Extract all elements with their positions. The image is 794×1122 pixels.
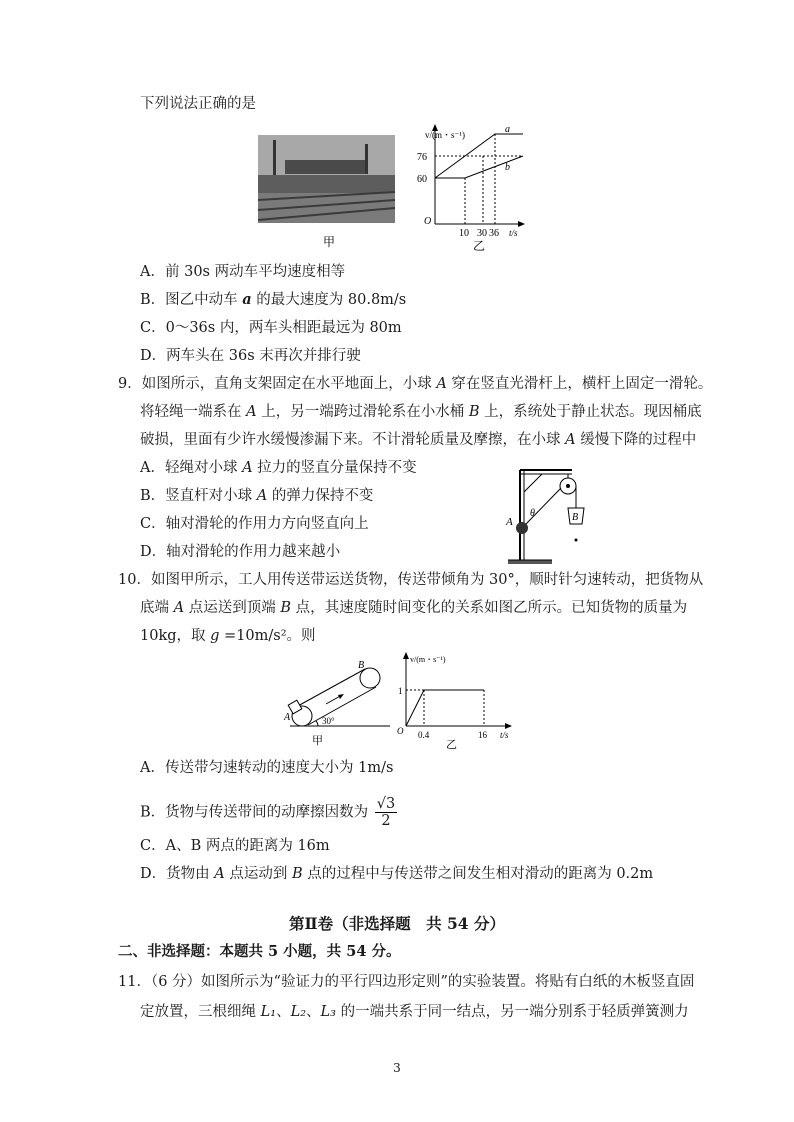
q10-line-1: 10．如图甲所示，工人用传送带运送货物，传送带倾角为 30°，顺时针匀速转动，把货物从 <box>118 572 704 588</box>
section-title: 第Ⅱ卷（非选择题 共 54 分） <box>289 914 505 933</box>
q9-option-a: A．轻绳对小球 A 拉力的竖直分量保持不变 <box>140 460 417 476</box>
q8-figures <box>255 120 525 255</box>
q9-option-b: B．竖直杆对小球 A 的弹力保持不变 <box>140 488 374 504</box>
q8-option-c: C．0～36s 内，两车头相距最远为 80m <box>140 320 402 336</box>
q11-line-2: 定放置，三根细绳 L₁、L₂、L₃ 的一端共系于同一结点，另一端分别系于轻质弹簧测力 <box>140 1004 689 1020</box>
q9-option-c: C．轴对滑轮的作用力方向竖直向上 <box>140 516 369 532</box>
ytick-60: 60 <box>417 174 427 185</box>
q10-graph-caption: 乙 <box>446 739 457 750</box>
section-header: 二、非选择题：本题共 5 小题，共 54 分。 <box>118 943 401 960</box>
ball-A-label: A <box>506 516 513 528</box>
q10-xlabel: t/s <box>500 730 509 740</box>
ytick-76: 76 <box>417 152 427 163</box>
belt-A-label: A <box>284 712 291 723</box>
q9-line-1: 9．如图所示，直角支架固定在水平地面上，小球 A 穿在竖直光滑杆上，横杆上固定一滑轮。 <box>118 376 713 392</box>
page-number: 3 <box>393 1061 401 1075</box>
train-photo <box>258 135 395 223</box>
q10-ylabel: v/(m・s⁻¹) <box>410 655 446 664</box>
q10-origin: O <box>397 726 404 736</box>
q10-xtick-16: 16 <box>478 730 487 740</box>
q10-xtick-04: 0.4 <box>418 730 430 740</box>
conveyor-belt <box>283 660 390 747</box>
xtick-10: 10 <box>459 228 469 239</box>
q8-option-d: D．两车头在 36s 末再次并排行驶 <box>140 348 361 364</box>
q11-line-1: 11．（6 分）如图所示为“验证力的平行四边形定则”的实验装置。将贴有白纸的木板竖直固 <box>118 974 695 990</box>
q9-pulley-figure <box>500 466 600 566</box>
q9-line-3: 破损，里面有少许水缓慢渗漏下来。不计滑轮质量及摩擦，在小球 A 缓慢下降的过程中 <box>140 432 697 448</box>
xtick-36: 36 <box>489 228 499 239</box>
q8-origin: O <box>424 216 432 227</box>
q8-option-a: A．前 30s 两动车平均速度相等 <box>140 264 346 280</box>
theta-label: θ <box>530 508 535 519</box>
graph-caption: 乙 <box>473 239 486 253</box>
label-a: a <box>505 124 510 135</box>
q8-velocity-graph <box>417 124 525 239</box>
q10-figures <box>280 650 520 750</box>
label-b: b <box>505 162 510 173</box>
q9-option-d: D．轴对滑轮的作用力越来越小 <box>140 544 341 560</box>
q8-option-b: B．图乙中动车 a 的最大速度为 80.8m/s <box>140 291 407 308</box>
q9-line-2: 将轻绳一端系在 A 上，另一端跨过滑轮系在小水桶 B 上，系统处于静止状态。现因桶底 <box>140 404 702 420</box>
q8-ylabel: v/(m・s⁻¹) <box>425 130 465 140</box>
q10-line-3: 10kg，取 g =10m/s²。则 <box>140 628 316 644</box>
q8-xlabel: t/s <box>509 228 518 238</box>
belt-B-label: B <box>358 660 365 671</box>
q10-line-2: 底端 A 点运送到顶端 B 点，其速度随时间变化的关系如图乙所示。已知货物的质量为 <box>140 600 688 616</box>
fraction-sqrt3-over-2: $\frac{√3}{2}$ <box>376 796 396 829</box>
q10-option-d: D．货物由 A 点运动到 B 点的过程中与传送带之间发生相对滑动的距离为 0.2m <box>140 866 654 882</box>
bucket-B-label: B <box>572 512 579 523</box>
belt-angle-label: 30° <box>322 716 335 726</box>
q10-option-c: C．A、B 两点的距离为 16m <box>140 838 330 854</box>
q10-velocity-graph <box>397 652 512 750</box>
belt-caption: 甲 <box>312 735 323 747</box>
photo-caption: 甲 <box>323 235 336 249</box>
q10-option-b: B．货物与传送带间的动摩擦因数为 $\frac{√3}{2}$ <box>140 796 396 829</box>
intro-text: 下列说法正确的是 <box>140 96 256 112</box>
xtick-30: 30 <box>477 228 487 239</box>
q10-ytick-1: 1 <box>398 686 403 696</box>
q10-option-a: A．传送带匀速转动的速度大小为 1m/s <box>140 760 394 776</box>
